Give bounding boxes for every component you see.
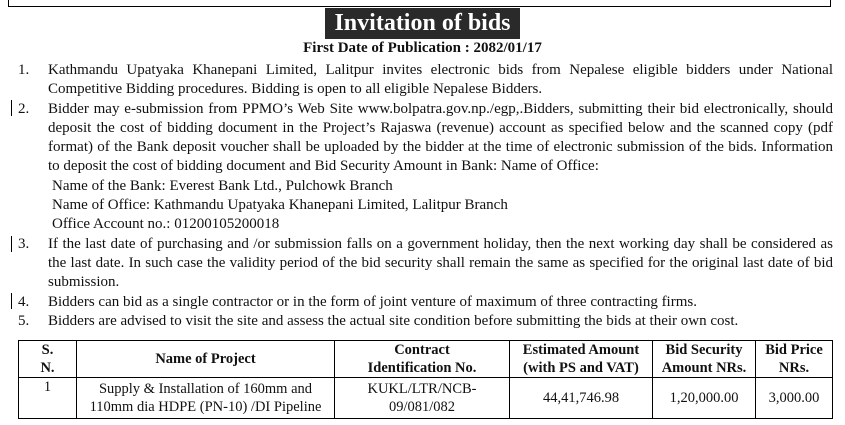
cell-project: Supply & Installation of 160mm and 110mm dia HDPE (PN-10) /DI Pipeline <box>77 378 335 419</box>
notice-item-4 <box>18 293 833 312</box>
margin-mark <box>11 236 12 252</box>
cell-price: 3,000.00 <box>756 378 833 419</box>
cell-contract: KUKL/LTR/NCB- 09/081/082 <box>335 378 510 419</box>
cell-sn: 1 <box>19 378 77 419</box>
table-header-row <box>19 341 833 378</box>
cell-estimate: 44,41,746.98 <box>510 378 653 419</box>
publication-date: First Date of Publication : 2082/01/17 <box>303 40 542 56</box>
item-text: Kathmandu Upatyaka Khanepani Limited, Lalitpur invites electronic bids from Nepalese eligible bidders under National Competitive Bidding procedures. Bidding is open to all eligible Nepalese Bidders. <box>48 62 833 98</box>
cell-security: 1,20,000.00 <box>653 378 756 419</box>
notice-title: Invitation of bids <box>325 8 519 39</box>
item-text <box>48 100 833 235</box>
notice-item-3 <box>18 235 833 293</box>
top-frame-rule <box>8 0 831 7</box>
bids-table <box>18 340 833 419</box>
margin-mark <box>11 293 12 309</box>
header-sn: S. N. <box>19 341 77 378</box>
item-number: 3. <box>18 235 30 252</box>
bank-name: Name of the Bank: Everest Bank Ltd., Pulchowk Branch <box>52 177 393 194</box>
notice-item-1 <box>18 61 833 100</box>
notice-items <box>18 61 833 331</box>
header-price: Bid Price NRs. <box>756 341 833 378</box>
item-number: 5. <box>18 312 30 329</box>
office-account: Office Account no.: 01200105200018 <box>52 216 280 233</box>
margin-mark <box>11 100 12 116</box>
item-number: 4. <box>18 293 30 310</box>
item-paragraph: Bidder may e-submission from PPMO’s Web Site www.bolpatra.gov.np./egp,.Bidders, submitting their bid electronically, should deposit the cost of bidding document in the Project’s Rajaswa (revenue) account as specified below and the scanned copy (pdf format) of the Bank deposit voucher shall be uploaded by the bidder at the time of electronic submission of the bids. Information to deposit the cost of bidding document and Bid Security Amount in Bank: Name of Office: <box>48 100 833 175</box>
office-name: Name of Office: Kathmandu Upatyaka Khanepani Limited, Lalitpur Branch <box>52 197 508 214</box>
header-project: Name of Project <box>77 341 335 378</box>
item-number: 2. <box>18 100 30 117</box>
header-estimate: Estimated Amount (with PS and VAT) <box>510 341 653 378</box>
header-security: Bid Security Amount NRs. <box>653 341 756 378</box>
notice-item-2 <box>18 100 833 235</box>
item-number: 1. <box>18 62 30 78</box>
header-contract: Contract Identification No. <box>335 341 510 378</box>
table-row <box>19 378 833 419</box>
item-text: If the last date of purchasing and /or submission falls on a government holiday, then the next working day shall be considered as the last date. In such case the validity period of the bid security shall remain the same as specified for the original last date of bid submission. <box>48 235 833 291</box>
item-text: Bidders are advised to visit the site and assess the actual site condition before submitting the bids at their own cost. <box>48 312 739 329</box>
notice-item-5 <box>18 312 833 331</box>
title-wrap <box>0 8 845 39</box>
item-text: Bidders can bid as a single contractor or in the form of joint venture of maximum of three contracting firms. <box>48 293 697 310</box>
